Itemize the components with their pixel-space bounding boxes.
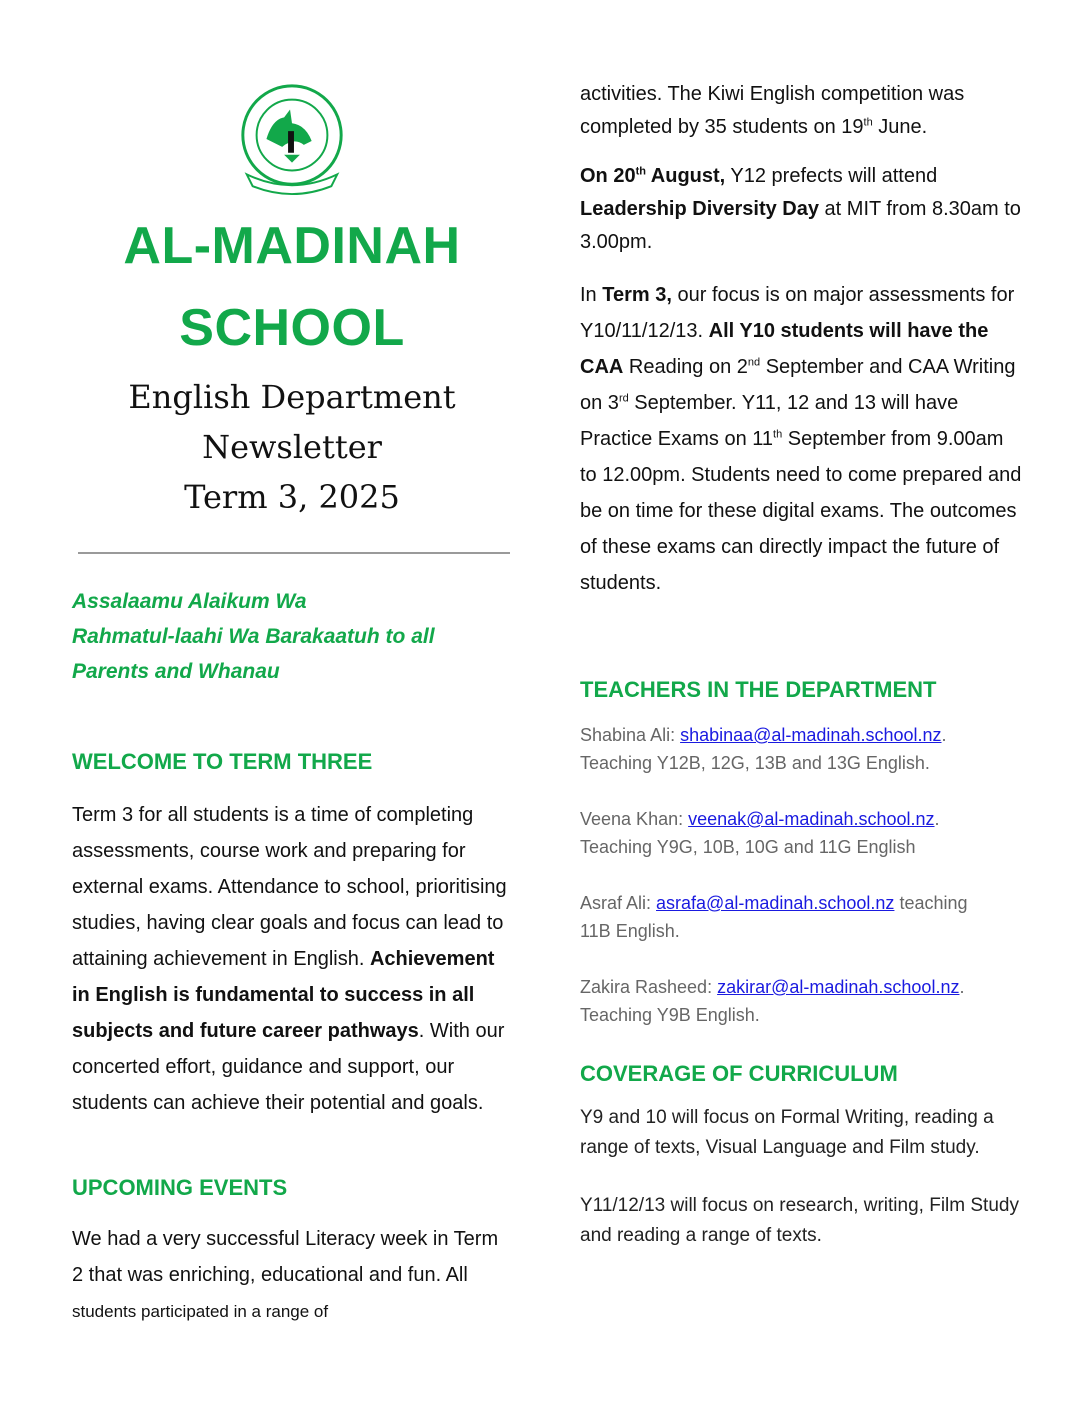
teacher-email-link[interactable]: shabinaa@al-madinah.school.nz <box>680 725 942 745</box>
text: September and CAA Writing on 3 <box>580 356 1016 414</box>
teacher-detail: Teaching Y9G, 10B, 10G and 11G English <box>580 837 916 857</box>
events-text: We had a very successful Literacy week in Term 2 that was enriching, educational and fun. All <box>72 1228 499 1286</box>
teacher-name: Asraf Ali: <box>580 893 657 913</box>
teacher-entry <box>580 889 1025 945</box>
bold: On 20 <box>580 165 636 187</box>
divider <box>78 552 510 554</box>
newsletter-title: Newsletter <box>202 428 382 466</box>
teacher-detail: Teaching Y9B English. <box>580 1005 760 1025</box>
teacher-entry <box>580 805 1025 861</box>
events-paragraph <box>72 1221 512 1330</box>
text: at MIT from 8.30am to 3.00pm. <box>580 198 1021 253</box>
welcome-heading: WELCOME TO TERM THREE <box>72 749 373 774</box>
welcome-text: Term 3 for all students is a time of completing assessments, course work and preparing for external exams. Attendance to school, prioritising studies, having clear goals and focus can lead to attaining achievement in English. <box>72 804 507 970</box>
department-title: English Department <box>128 378 456 416</box>
teacher-name: Zakira Rasheed: <box>580 977 718 997</box>
events-heading: UPCOMING EVENTS <box>72 1175 288 1200</box>
school-logo <box>233 80 351 198</box>
term3-paragraph <box>580 277 1025 601</box>
sup: th <box>773 428 783 441</box>
school-name-line1: AL-MADINAH <box>123 217 461 275</box>
text: our focus is on major assessments for Y10/11/12/13. <box>580 284 1015 342</box>
greeting <box>72 584 512 689</box>
bold: August, <box>645 165 726 187</box>
teachers-heading: TEACHERS IN THE DEPARTMENT <box>580 677 937 702</box>
term-title: Term 3, 2025 <box>184 478 400 516</box>
teacher-name: Veena Khan: <box>580 809 689 829</box>
text: activities. The Kiwi English competition was completed by 35 students on 19 <box>580 83 965 138</box>
teacher-list <box>580 721 1025 1029</box>
right-column <box>580 78 1025 1251</box>
text: September from 9.00am to 12.00pm. Students need to come prepared and be on time for these digital exams. The outcomes of these exams can directly impact the future of students. <box>580 428 1022 594</box>
greeting-line: Assalaamu Alaikum Wa <box>72 590 307 613</box>
text: . <box>959 977 965 997</box>
welcome-paragraph <box>72 797 512 1121</box>
teacher-entry <box>580 721 1025 777</box>
text: Y12 prefects will attend <box>725 165 938 187</box>
teacher-name: Shabina Ali: <box>580 725 681 745</box>
sup: rd <box>618 392 629 405</box>
text: September. Y11, 12 and 13 will have Practice Exams on 11 <box>580 392 959 450</box>
coverage-heading: COVERAGE OF CURRICULUM <box>580 1061 898 1086</box>
coverage-paragraph: Y11/12/13 will focus on research, writing, Film Study and reading a range of texts. <box>580 1195 1019 1246</box>
text: . <box>934 809 940 829</box>
teacher-detail: Teaching Y12B, 12G, 13B and 13G English. <box>580 753 930 773</box>
coverage-paragraph: Y9 and 10 will focus on Formal Writing, reading a range of texts, Visual Language and Film study. <box>580 1107 994 1158</box>
bold: Leadership Diversity Day <box>580 198 819 220</box>
welcome-bold: Achievement in English is fundamental to success in all subjects and future career pathways <box>72 948 495 1042</box>
text: In <box>580 284 603 306</box>
sup: th <box>863 116 873 129</box>
welcome-text-end: . With our concerted effort, guidance and support, our students can achieve their potential and goals. <box>72 1020 505 1114</box>
sup: nd <box>747 356 761 369</box>
teacher-email-link[interactable]: zakirar@al-madinah.school.nz <box>717 977 960 997</box>
text: June. <box>872 116 928 138</box>
text: . <box>941 725 947 745</box>
bold: Term 3, <box>602 284 672 306</box>
school-name-line2: SCHOOL <box>179 299 405 357</box>
teacher-entry <box>580 973 1025 1029</box>
teacher-detail: 11B English. <box>580 921 680 941</box>
teacher-email-link[interactable]: veenak@al-madinah.school.nz <box>688 809 935 829</box>
greeting-line: Rahmatul-laahi Wa Barakaatuh to all <box>72 625 435 648</box>
teacher-email-link[interactable]: asrafa@al-madinah.school.nz <box>656 893 895 913</box>
text: teaching <box>894 893 968 913</box>
text: Reading on 2 <box>623 356 748 378</box>
left-column <box>72 70 512 1330</box>
sup: th <box>635 165 646 178</box>
bold: All Y10 students will have the CAA <box>580 320 989 378</box>
events-text-small: students participated in a range of <box>72 1302 329 1321</box>
greeting-line: Parents and Whanau <box>72 660 280 683</box>
activities-paragraph <box>580 78 1025 144</box>
leadership-paragraph <box>580 160 1025 259</box>
